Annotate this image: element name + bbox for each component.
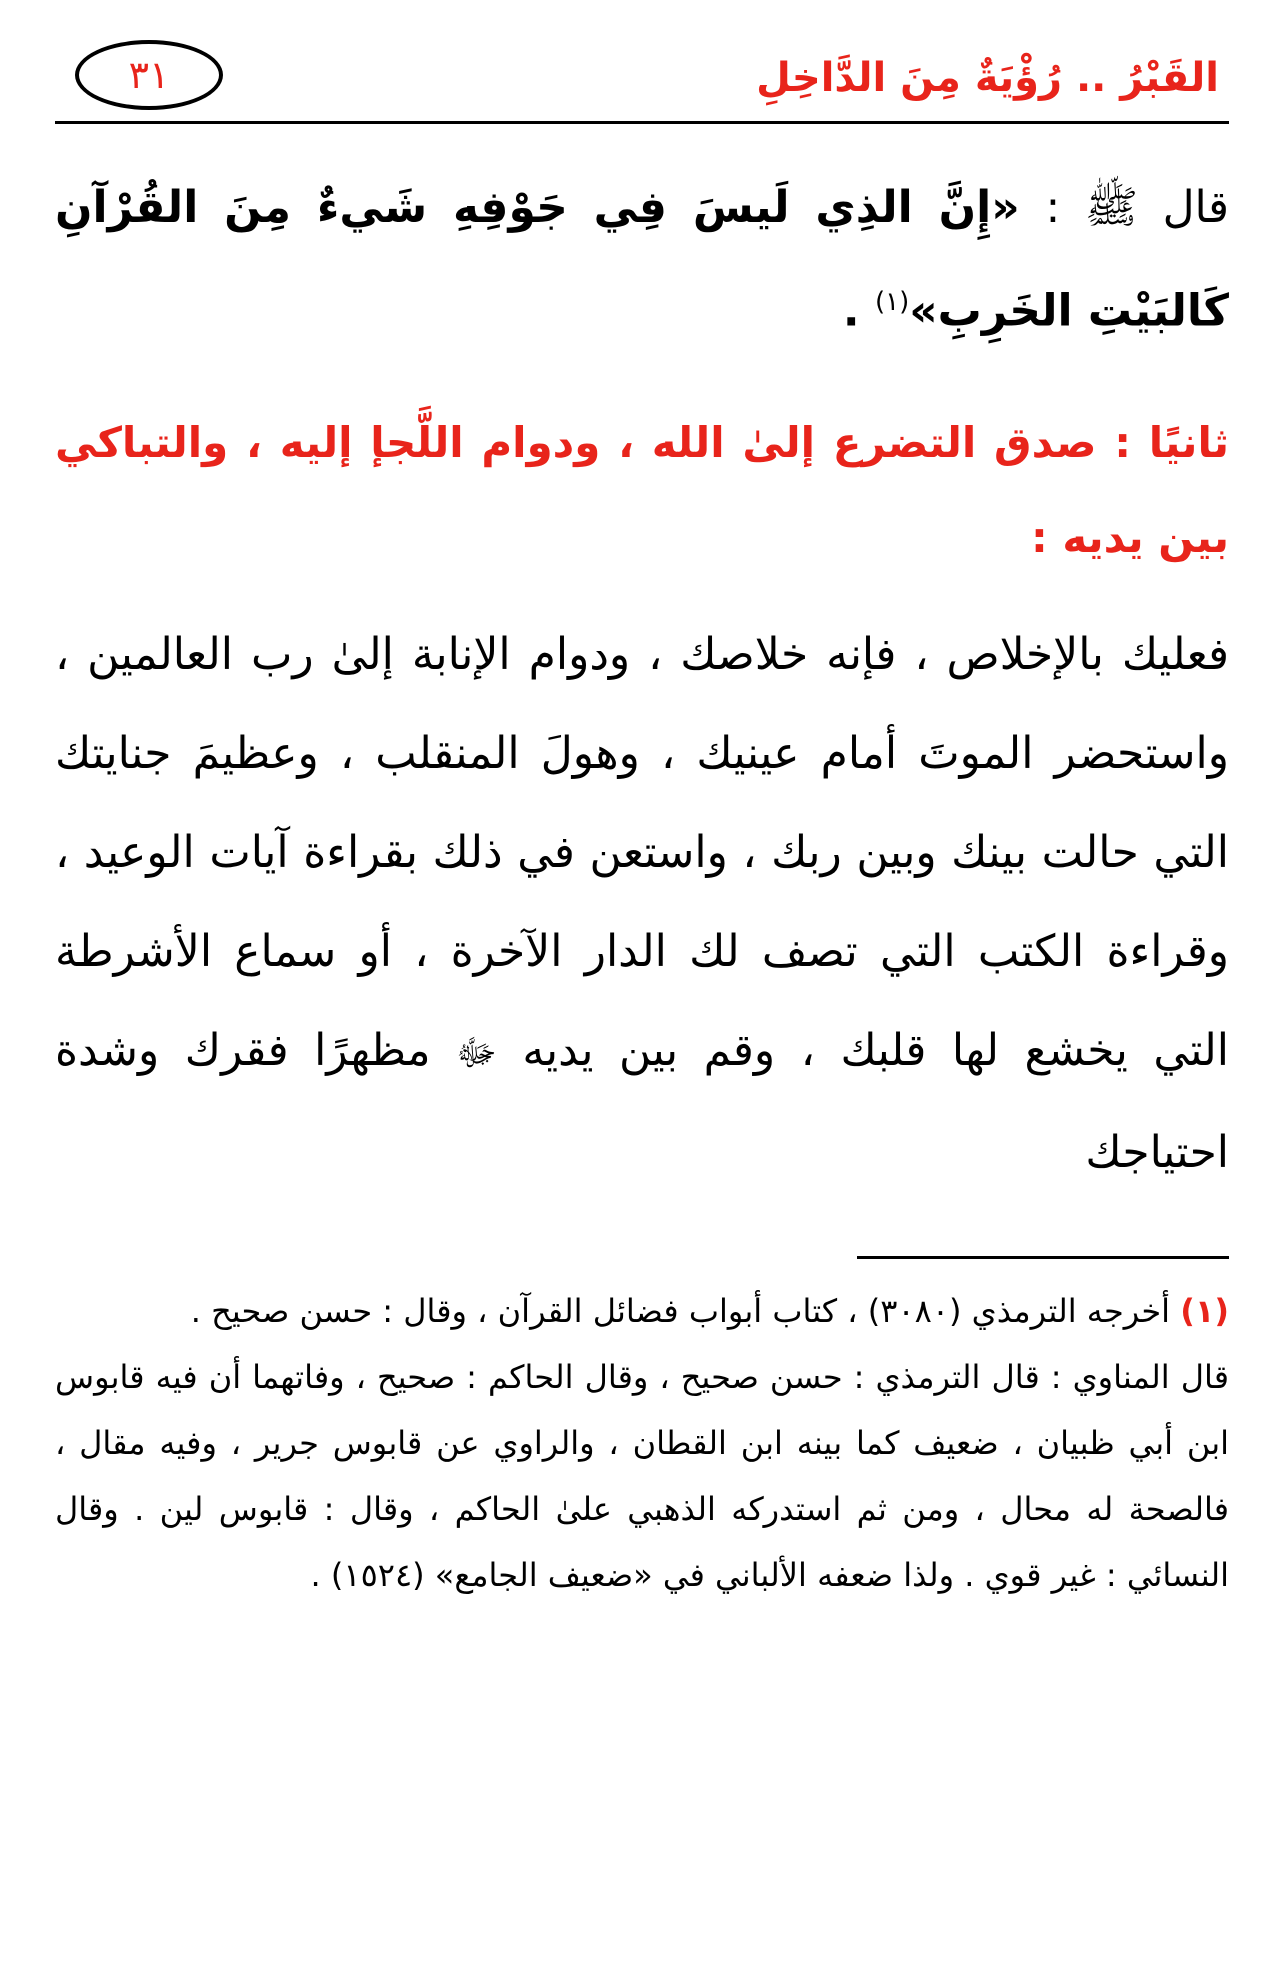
page-number-oval bbox=[75, 40, 223, 110]
hadith-lead: قال ﷺ : bbox=[1045, 182, 1230, 233]
footnote-line-2: قال المناوي : قال الترمذي : حسن صحيح ، وقال الحاكم : صحيح ، وفاتهما أن فيه قابوس ابن أبي ظبيان ، ضعيف كما بينه ابن القطان ، والراوي عن قابوس جرير ، وفيه مقال ، فالصحة له محال ، ومن ثم استدركه الذهبي علىٰ الحاكم ، وقال : قابوس لين . وقال النسائي : غير قوي . ولذا ضعفه الألباني في «ضعيف الجامع» (١٥٢٤) . bbox=[55, 1358, 1229, 1594]
paragraph-text-part2: مظهرًا فقرك وشدة احتياجك bbox=[55, 1025, 1229, 1178]
main-paragraph bbox=[55, 605, 1229, 1202]
paragraph-text-part1: فعليك بالإخلاص ، فإنه خلاصك ، ودوام الإنابة إلىٰ رب العالمين ، واستحضر الموتَ أمام عينيك ، وهولَ المنقلب ، وعظيمَ جنايتك التي حالت بينك وبين ربك ، واستعن في ذلك بقراءة آيات الوعيد ، وقراءة الكتب التي تصف لك الدار الآخرة ، أو سماع الأشرطة التي يخشع لها قلبك ، وقم بين يديه bbox=[55, 629, 1229, 1076]
footnotes bbox=[55, 1278, 1229, 1608]
running-title: القَبْرُ .. رُؤْيَةٌ مِنَ الدَّاخِلِ bbox=[756, 55, 1219, 101]
page-header bbox=[55, 30, 1229, 125]
footnote-1 bbox=[55, 1278, 1229, 1344]
footnote-line-1: أخرجه الترمذي (٣٠٨٠) ، كتاب أبواب فضائل القرآن ، وقال : حسن صحيح . bbox=[190, 1292, 1171, 1330]
page-number: ٣١ bbox=[128, 53, 170, 97]
hadith-block bbox=[55, 160, 1229, 359]
footnote-divider bbox=[857, 1256, 1229, 1259]
footnote-marker[interactable]: (١) bbox=[874, 287, 910, 317]
jalla-glyph-icon: ﷻ bbox=[456, 1033, 497, 1074]
footnote-1-continuation bbox=[55, 1344, 1229, 1608]
hadith-trailing: . bbox=[842, 285, 860, 337]
header-divider bbox=[55, 121, 1229, 124]
section-heading: ثانيًا : صدق التضرع إلىٰ الله ، ودوام اللَّجإ إليه ، والتباكي بين يديه : bbox=[55, 418, 1229, 562]
footnote-number: (١) bbox=[1180, 1292, 1229, 1330]
hadith-quote: «إِنَّ الذِي لَيسَ فِي جَوْفِهِ شَيءٌ مِنَ القُرْآنِ كَالبَيْتِ الخَرِبِ» bbox=[55, 182, 1229, 337]
